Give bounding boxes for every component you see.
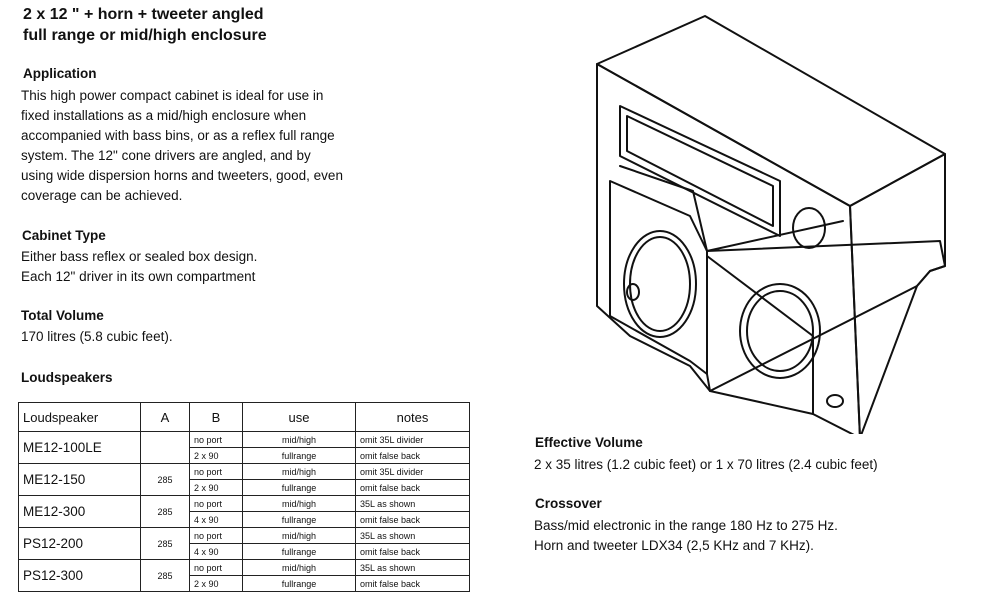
dimension-a: 285: [141, 496, 190, 528]
use-cell: fullrange: [243, 576, 356, 592]
notes-cell: omit false back: [356, 544, 470, 560]
loudspeaker-name: ME12-300: [19, 496, 141, 528]
loudspeakers-heading: Loudspeakers: [21, 370, 113, 385]
column-header-a: A: [141, 403, 190, 432]
notes-cell: omit false back: [356, 480, 470, 496]
crossover-heading: Crossover: [535, 496, 602, 511]
table-row: [19, 432, 470, 448]
effective-volume-text: 2 x 35 litres (1.2 cubic feet) or 1 x 70 litres (2.4 cubic feet): [534, 457, 878, 472]
column-header-use: use: [243, 403, 356, 432]
port-left: [627, 284, 639, 300]
woofer-right-inner: [747, 291, 813, 371]
effective-volume-heading: Effective Volume: [535, 435, 643, 450]
use-cell: mid/high: [243, 464, 356, 480]
column-header-loudspeaker: Loudspeaker: [19, 403, 141, 432]
dimension-a: [141, 432, 190, 464]
loudspeaker-name: ME12-100LE: [19, 432, 141, 464]
use-cell: mid/high: [243, 560, 356, 576]
loudspeaker-name: ME12-150: [19, 464, 141, 496]
document-title: [23, 4, 267, 46]
use-cell: mid/high: [243, 432, 356, 448]
total-volume-text: 170 litres (5.8 cubic feet).: [21, 329, 173, 344]
cabinet-type-paragraph: [21, 247, 257, 287]
dimension-a: 285: [141, 560, 190, 592]
column-header-b: B: [190, 403, 243, 432]
notes-cell: omit 35L divider: [356, 432, 470, 448]
application-line: fixed installations as a mid/high enclosure when: [21, 108, 307, 123]
notes-cell: omit false back: [356, 576, 470, 592]
loudspeaker-table: [18, 402, 470, 592]
crossover-paragraph: [534, 516, 838, 556]
loudspeaker-name: PS12-200: [19, 528, 141, 560]
table-header-row: [19, 403, 470, 432]
use-cell: mid/high: [243, 528, 356, 544]
port-right: [827, 395, 843, 407]
application-line: coverage can be achieved.: [21, 188, 183, 203]
total-volume-heading: Total Volume: [21, 308, 104, 323]
cabinet-type-line: Either bass reflex or sealed box design.: [21, 249, 258, 264]
use-cell: fullrange: [243, 512, 356, 528]
table-row: [19, 496, 470, 512]
dimension-b: 4 x 90: [190, 512, 243, 528]
notes-cell: 35L as shown: [356, 528, 470, 544]
woofer-left-inner: [630, 237, 690, 331]
notes-cell: omit 35L divider: [356, 464, 470, 480]
dimension-b: no port: [190, 496, 243, 512]
crossover-line: Horn and tweeter LDX34 (2,5 KHz and 7 KHz).: [534, 538, 814, 553]
dimension-b: 2 x 90: [190, 480, 243, 496]
table-row: [19, 560, 470, 576]
title-line-1: 2 x 12 " + horn + tweeter angled: [23, 6, 264, 23]
use-cell: fullrange: [243, 480, 356, 496]
application-line: system. The 12" cone drivers are angled, and by: [21, 148, 311, 163]
dimension-b: 2 x 90: [190, 448, 243, 464]
crossover-line: Bass/mid electronic in the range 180 Hz to 275 Hz.: [534, 518, 838, 533]
use-cell: fullrange: [243, 544, 356, 560]
cabinet-type-line: Each 12" driver in its own compartment: [21, 269, 256, 284]
table-row: [19, 464, 470, 480]
use-cell: mid/high: [243, 496, 356, 512]
dimension-b: 2 x 90: [190, 576, 243, 592]
application-heading: Application: [23, 66, 97, 81]
dimension-b: no port: [190, 528, 243, 544]
column-header-notes: notes: [356, 403, 470, 432]
notes-cell: omit false back: [356, 448, 470, 464]
title-line-2: full range or mid/high enclosure: [23, 27, 267, 44]
compartment-divider: [707, 256, 813, 414]
dimension-b: 4 x 90: [190, 544, 243, 560]
notes-cell: 35L as shown: [356, 560, 470, 576]
dimension-a: 285: [141, 528, 190, 560]
use-cell: fullrange: [243, 448, 356, 464]
application-line: using wide dispersion horns and tweeters, good, even: [21, 168, 343, 183]
dimension-b: no port: [190, 432, 243, 448]
cabinet-diagram: [585, 6, 975, 434]
table-row: [19, 528, 470, 544]
notes-cell: omit false back: [356, 512, 470, 528]
application-line: accompanied with bass bins, or as a reflex full range: [21, 128, 335, 143]
dimension-a: 285: [141, 464, 190, 496]
application-paragraph: [21, 86, 343, 206]
application-line: This high power compact cabinet is ideal for use in: [21, 88, 324, 103]
dimension-b: no port: [190, 464, 243, 480]
cabinet-type-heading: Cabinet Type: [22, 228, 106, 243]
loudspeaker-name: PS12-300: [19, 560, 141, 592]
cabinet-right-side: [850, 154, 945, 434]
notes-cell: 35L as shown: [356, 496, 470, 512]
dimension-b: no port: [190, 560, 243, 576]
